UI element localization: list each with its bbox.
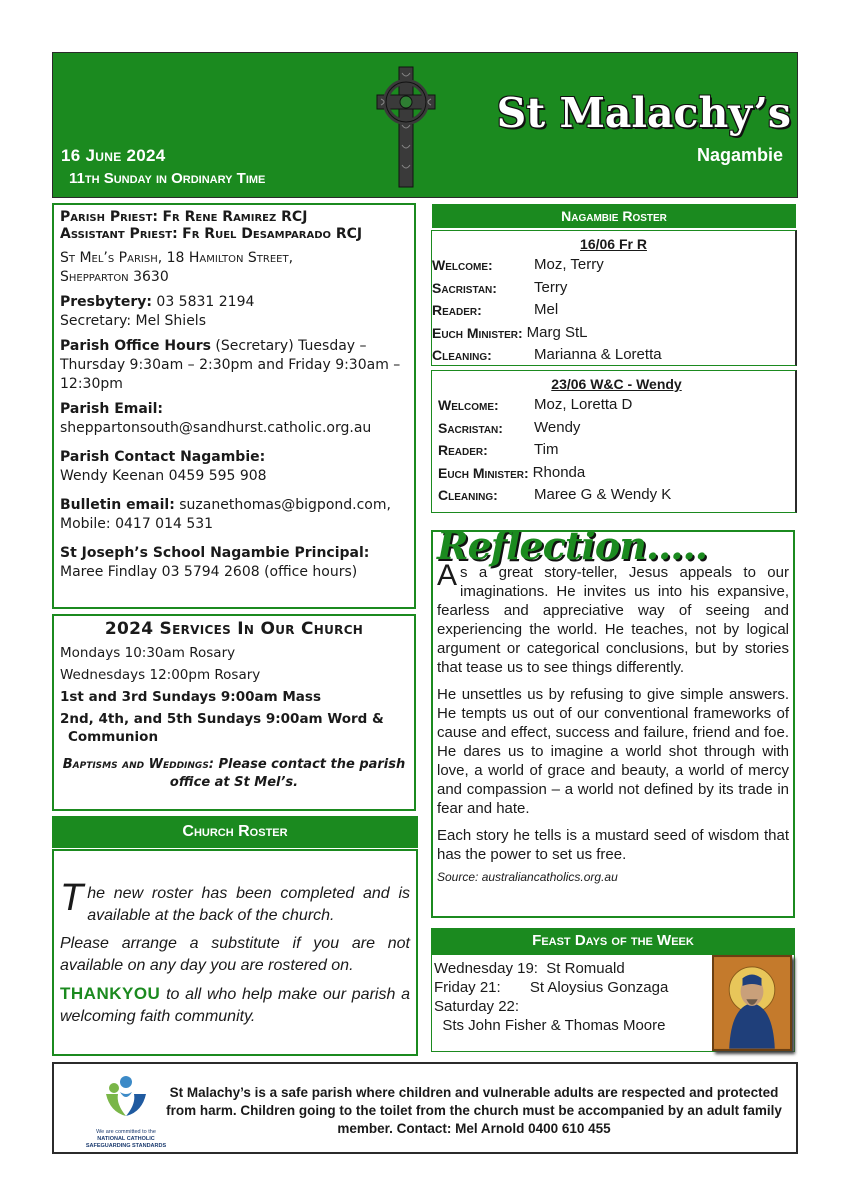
roster-role: Cleaning: bbox=[432, 347, 492, 363]
address-line-1: St Mel’s Parish, 18 Hamilton Street, bbox=[60, 250, 294, 266]
roster-names: Moz, Terry bbox=[534, 256, 604, 273]
reflection-title: Reflection..... bbox=[437, 523, 707, 568]
saint-icon-image bbox=[712, 955, 792, 1051]
celtic-cross-icon bbox=[375, 65, 437, 189]
roster-names: Marianna & Loretta bbox=[534, 346, 662, 363]
feast-days-box bbox=[431, 954, 795, 1052]
bulletin-label: Bulletin email: bbox=[60, 497, 175, 513]
services-note bbox=[60, 756, 408, 792]
priest-name: Fr Rene Ramirez RCJ bbox=[162, 209, 308, 225]
roster-row bbox=[432, 277, 795, 300]
parish-town: Nagambie bbox=[696, 145, 783, 165]
roster-para-1: he new roster has been completed and is available at the back of the church. bbox=[87, 885, 410, 924]
church-roster-heading: Church Roster bbox=[52, 816, 418, 848]
service-line: 1st and 3rd Sundays 9:00am Mass bbox=[60, 689, 321, 705]
logo-caption-line: We are committed to the bbox=[96, 1129, 156, 1135]
bulletin-mobile: Mobile: 0417 014 531 bbox=[60, 516, 214, 532]
roster-names: Marg StL bbox=[526, 323, 588, 341]
service-line: 2nd, 4th, and 5th Sundays 9:00am Word & bbox=[60, 711, 384, 727]
drop-cap: A bbox=[437, 559, 458, 592]
logo-caption-line: NATIONAL CATHOLIC bbox=[97, 1136, 155, 1142]
safeguarding-footer bbox=[52, 1062, 798, 1154]
reflection-source: Source: australiancatholics.org.au bbox=[437, 870, 618, 884]
roster-names: Moz, Loretta D bbox=[534, 396, 633, 413]
roster-row bbox=[432, 254, 795, 277]
feast-row: Friday 21: St Aloysius Gonzaga bbox=[434, 979, 669, 996]
roster-row bbox=[438, 394, 795, 417]
school-label: St Joseph’s School Nagambie Principal: bbox=[60, 545, 370, 561]
services-box bbox=[52, 614, 416, 811]
roster-role: Welcome: bbox=[438, 397, 499, 413]
roster-row bbox=[438, 439, 795, 462]
feast-row: Sts John Fisher & Thomas Moore bbox=[434, 1017, 666, 1034]
roster-names: Mel bbox=[534, 301, 559, 318]
roster-role: Reader: bbox=[432, 302, 482, 318]
feast-days-heading: Feast Days of the Week bbox=[431, 928, 795, 954]
service-line: Wednesdays 12:00pm Rosary bbox=[60, 667, 261, 683]
roster-row bbox=[438, 417, 795, 440]
contact-label: Parish Contact Nagambie: bbox=[60, 449, 266, 465]
bulletin-date: 16 June 2024 bbox=[61, 146, 166, 165]
drop-cap: T bbox=[60, 877, 84, 919]
bulletin-email[interactable]: suzanethomas@bigpond.com, bbox=[179, 497, 391, 513]
assistant-label: Assistant Priest: bbox=[60, 226, 178, 242]
logo-caption-line: SAFEGUARDING STANDARDS bbox=[85, 1143, 167, 1149]
assistant-name: Fr Ruel Desamparado RCJ bbox=[182, 226, 363, 242]
roster-role: Sacristan: bbox=[432, 279, 497, 296]
presbytery-label: Presbytery: bbox=[60, 294, 152, 310]
roster-para-2: Please arrange a substitute if you are not available on any day you are rostered on. bbox=[60, 935, 410, 974]
nagambie-roster-heading: Nagambie Roster bbox=[432, 204, 796, 228]
parish-info-box bbox=[52, 203, 416, 609]
school-principal: Maree Findlay 03 5794 2608 (office hours) bbox=[60, 564, 358, 580]
roster-row bbox=[432, 322, 795, 345]
roster-row bbox=[438, 462, 795, 485]
services-note-label: Baptisms and Weddings: bbox=[62, 757, 214, 772]
secretary: Secretary: Mel Shiels bbox=[60, 313, 206, 329]
email-label: Parish Email: bbox=[60, 401, 164, 417]
roster-names: Wendy bbox=[534, 418, 581, 436]
contact-details: Wendy Keenan 0459 595 908 bbox=[60, 468, 267, 484]
safeguarding-statement: St Malachy’s is a safe parish where children and vulnerable adults are respected and protected from harm. Children going to the toilet from the church must be accompanied by an adult family member. Contact: Mel Arnold 0400 610 455 bbox=[166, 1085, 782, 1136]
reflection-para-3: Each story he tells is a mustard seed of wisdom that has the power to set us free. bbox=[437, 827, 789, 863]
roster-names: Rhonda bbox=[532, 463, 586, 481]
roster-role: Sacristan: bbox=[438, 419, 503, 436]
reflection-para-2: He unsettles us by refusing to give simple answers. He tempts us out of our conventional frameworks of cause and effect, success and failure, friend and foe. He dares us to imagine a world shot through with love, a world of grace and beauty, a world of mercy and compassion – a world not defined by its trade in fear and hate. bbox=[437, 686, 789, 817]
roster-names: Maree G & Wendy K bbox=[534, 486, 672, 503]
roster-week-title: 23/06 W&C - Wendy bbox=[551, 376, 682, 392]
presbytery-phone: 03 5831 2194 bbox=[156, 294, 255, 310]
priest-label: Parish Priest: bbox=[60, 209, 159, 225]
header-banner bbox=[52, 52, 798, 198]
roster-week-title: 16/06 Fr R bbox=[580, 236, 647, 252]
reflection-para-1: s a great story-teller, Jesus appeals to our imaginations. He invites us into his expansive, fearless and appreciative way of seeing and experiencing the world. He teaches, not by logical argument or categorical conclusions, but by stories that tease us to see things differently. bbox=[437, 564, 789, 676]
roster-row bbox=[432, 299, 795, 322]
roster-week-1 bbox=[431, 230, 797, 366]
feast-row: Wednesday 19: St Romuald bbox=[434, 960, 625, 977]
roster-role: Euch Minister: bbox=[438, 464, 529, 481]
parish-title: St Malachy’s bbox=[496, 89, 791, 137]
church-roster-box bbox=[52, 849, 418, 1056]
roster-names: Tim bbox=[534, 441, 559, 458]
office-hours: (Secretary) Tuesday – Thursday 9:30am – 2:30pm and Friday 9:30am – 12:30pm bbox=[60, 338, 401, 392]
feast-row: Saturday 22: bbox=[434, 998, 520, 1015]
services-note-text: Please contact the parish office at St Mel’s. bbox=[169, 757, 406, 790]
services-title: 2024 Services In Our Church bbox=[104, 619, 364, 639]
roster-para-3: to all who help make our parish a welcoming faith community. bbox=[60, 986, 410, 1025]
roster-week-2 bbox=[431, 370, 797, 513]
address-line-2: Shepparton 3630 bbox=[60, 269, 169, 285]
roster-role: Euch Minister: bbox=[432, 324, 523, 341]
reflection-box bbox=[431, 523, 795, 918]
service-line: Communion bbox=[68, 729, 159, 745]
roster-row bbox=[432, 344, 795, 367]
roster-role: Cleaning: bbox=[438, 487, 498, 503]
thankyou-text: THANKYOU bbox=[60, 984, 161, 1003]
office-hours-label: Parish Office Hours bbox=[60, 338, 211, 354]
liturgical-sunday: 11th Sunday in Ordinary Time bbox=[69, 170, 266, 187]
roster-row bbox=[438, 484, 795, 507]
roster-names: Terry bbox=[534, 278, 568, 296]
roster-role: Reader: bbox=[438, 442, 488, 458]
parish-email[interactable]: sheppartonsouth@sandhurst.catholic.org.au bbox=[60, 420, 372, 436]
service-line: Mondays 10:30am Rosary bbox=[60, 645, 236, 661]
roster-role: Welcome: bbox=[432, 257, 493, 273]
